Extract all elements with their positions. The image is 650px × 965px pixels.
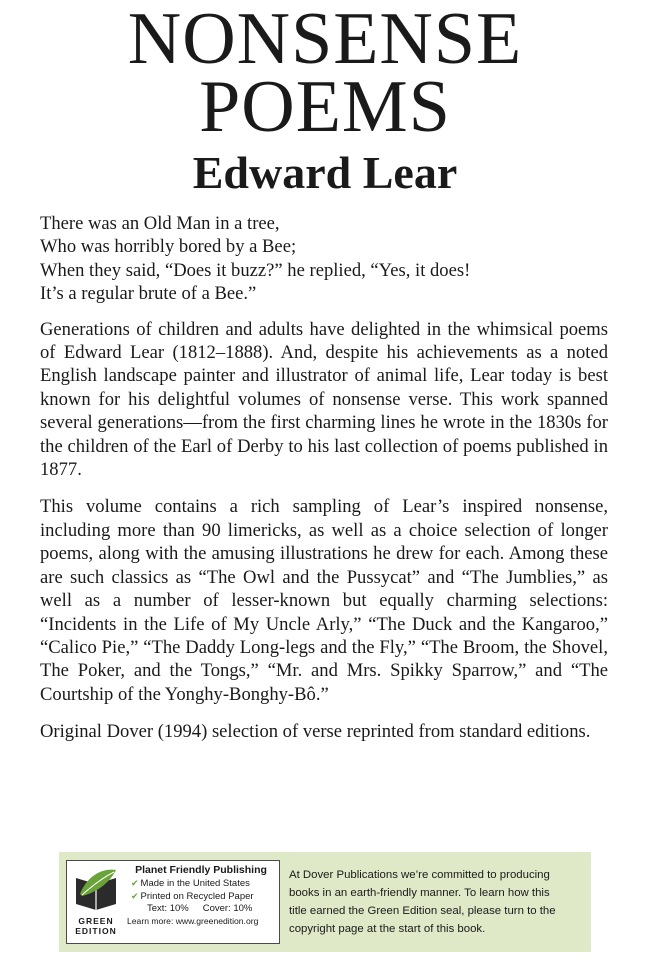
book-title-line-2: POEMS: [199, 66, 451, 148]
seal-learn-more: Learn more: www.greenedition.org: [127, 916, 259, 926]
description-paragraph: Generations of children and adults have delighted in the whimsical poems of Edward Lear (1812–1888). And, despite his achievements as a noted English landscape painter and illustrator of animal life, Lear today is best known for his delightful volumes of nonsense verse. This work spanned several generations—from the first charming lines he wrote in the 1830s for the children of the Earl of Derby to his last collection of poems published in 1877.: [40, 318, 608, 481]
green-edition-panel: [59, 852, 591, 952]
checkmark-icon: ✔: [131, 878, 139, 888]
limerick-line: Who was horribly bored by a Bee;: [40, 236, 297, 258]
book-title-line-1: NONSENSE: [127, 0, 523, 80]
commitment-line: title earned the Green Edition seal, please turn to the: [289, 905, 556, 917]
limerick-line: There was an Old Man in a tree,: [40, 213, 280, 234]
limerick-line: It’s a regular brute of a Bee.”: [40, 283, 257, 305]
seal-item-label: Printed on Recycled Paper: [140, 891, 254, 902]
seal-text: [125, 864, 277, 927]
green-edition-seal: [66, 860, 280, 944]
commitment-statement: [289, 866, 583, 938]
seal-item: [125, 877, 277, 890]
cover-stat: Cover: 10%: [202, 903, 253, 914]
description: [40, 212, 608, 758]
seal-logo-label: GREEN: [78, 916, 114, 926]
text-stat: Text: 10%: [147, 903, 189, 914]
description-paragraph: Original Dover (1994) selection of verse reprinted from standard editions.: [40, 721, 591, 743]
seal-logo-label: EDITION: [75, 926, 117, 936]
seal-stats: [125, 903, 277, 915]
author-name: Edward Lear: [192, 147, 458, 198]
commitment-line: copyright page at the start of this book.: [289, 923, 486, 935]
book-leaf-icon: [70, 864, 122, 916]
commitment-line: books in an earth-friendly manner. To learn how this: [289, 887, 550, 899]
seal-item: [125, 890, 277, 903]
seal-item-label: Made in the United States: [140, 878, 250, 889]
seal-heading: Planet Friendly Publishing: [135, 864, 267, 876]
description-paragraph: This volume contains a rich sampling of Lear’s inspired nonsense, including more than 90 limericks, as well as a choice selection of longer poems, along with the amusing illustrations he drew for each. Among these are such classics as “The Owl and the Pussycat” and “The Jumblies,” as well as a number of lesser-known but equally charming selections: “Incidents in the Life of My Uncle Arly,” “The Duck and the Kangaroo,” “Calico Pie,” “The Daddy Long-legs and the Fly,” “The Broom, the Shovel, The Poker, and the Tongs,” “Mr. and Mrs. Spikky Sparrow,” and “The Courtship of the Yonghy-Bonghy-Bô.”: [40, 496, 608, 705]
limerick-line: When they said, “Does it buzz?” he replied, “Yes, it does!: [40, 259, 471, 281]
checkmark-icon: ✔: [131, 891, 139, 901]
green-edition-logo: [70, 864, 122, 940]
limerick: [40, 212, 608, 306]
commitment-line: At Dover Publications we’re committed to producing: [289, 869, 550, 881]
